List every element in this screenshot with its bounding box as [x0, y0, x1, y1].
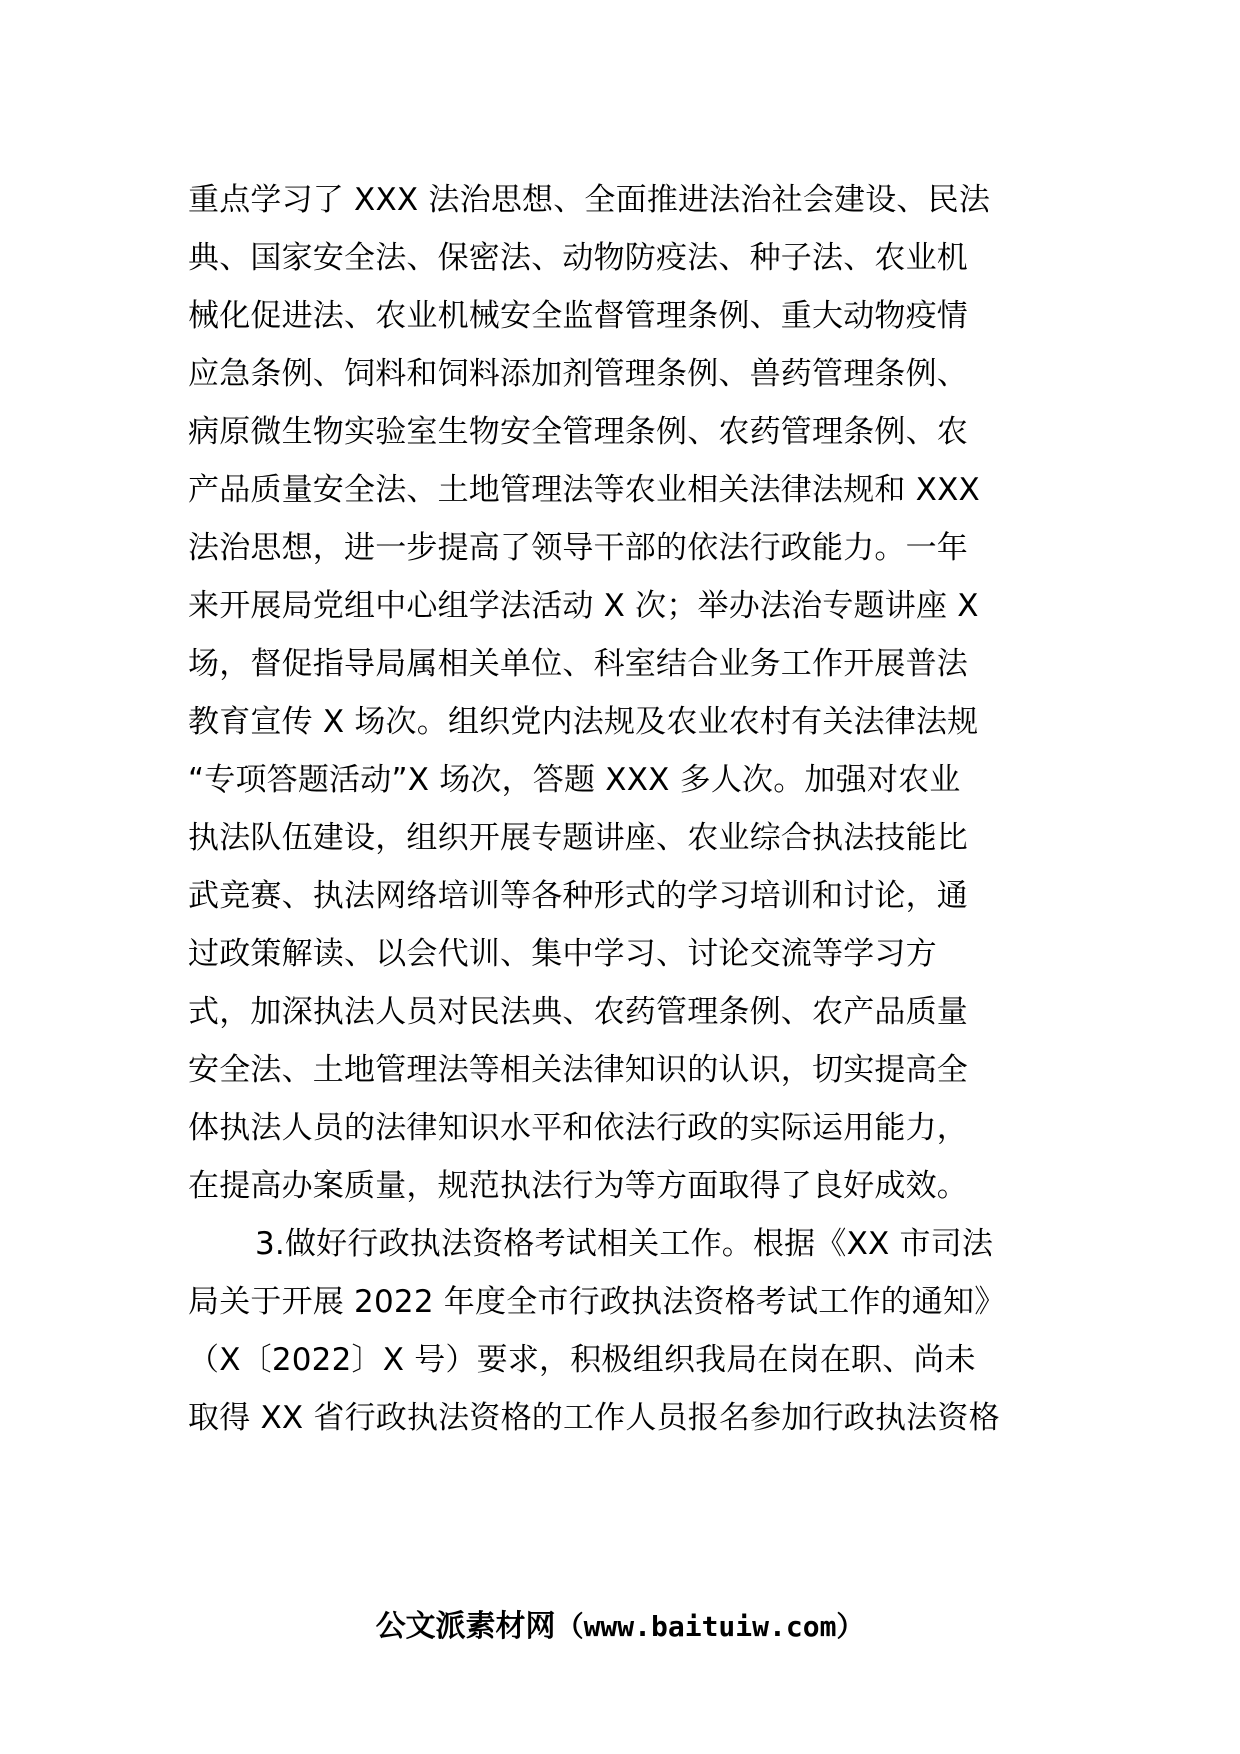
paragraph-line: 3.做好行政执法资格考试相关工作。根据《XX 市司法: [255, 1226, 994, 1262]
paragraph-line: 来开展局党组中心组学法活动 X 次；举办法治专题讲座 X: [188, 588, 979, 624]
paragraph-line: 局关于开展 2022 年度全市行政执法资格考试工作的通知》: [188, 1284, 1006, 1320]
paragraph-line: 安全法、土地管理法等相关法律知识的认识，切实提高全: [188, 1052, 968, 1088]
footer-site-name: 公文派素材网: [375, 1609, 556, 1644]
paragraph-line: 械化促进法、农业机械安全监督管理条例、重大动物疫情: [188, 298, 968, 334]
paragraph-line: 场，督促指导局属相关单位、科室结合业务工作开展普法: [188, 646, 968, 682]
paragraph-line: 重点学习了 XXX 法治思想、全面推进法治社会建设、民法: [188, 182, 991, 218]
paragraph-line: 应急条例、饲料和饲料添加剂管理条例、兽药管理条例、: [188, 356, 968, 392]
paragraph-line: （X〔2022〕X 号）要求，积极组织我局在岗在职、尚未: [188, 1342, 976, 1378]
paragraph-line: 产品质量安全法、土地管理法等农业相关法律法规和 XXX: [188, 472, 980, 508]
footer-watermark: [0, 1600, 1240, 1654]
paragraph-line: 取得 XX 省行政执法资格的工作人员报名参加行政执法资格: [188, 1400, 1000, 1436]
paragraph-line: 在提高办案质量，规范执法行为等方面取得了良好成效。: [188, 1168, 968, 1204]
paragraph-line: 教育宣传 X 场次。组织党内法规及农业农村有关法律法规: [188, 704, 979, 740]
paragraph-line: 武竞赛、执法网络培训等各种形式的学习培训和讨论，通: [188, 878, 968, 914]
paragraph-line: 法治思想，进一步提高了领导干部的依法行政能力。一年: [188, 530, 968, 566]
paragraph-line: 执法队伍建设，组织开展专题讲座、农业综合执法技能比: [188, 820, 968, 856]
footer-url: （www.baituiw.com）: [555, 1610, 865, 1643]
paragraph-line: 式，加深执法人员对民法典、农药管理条例、农产品质量: [188, 994, 968, 1030]
paragraph-line: 体执法人员的法律知识水平和依法行政的实际运用能力，: [188, 1110, 968, 1146]
paragraph-line: 典、国家安全法、保密法、动物防疫法、种子法、农业机: [188, 240, 968, 276]
paragraph-line: “专项答题活动”X 场次，答题 XXX 多人次。加强对农业: [188, 762, 961, 798]
paragraph-line: 过政策解读、以会代训、集中学习、讨论交流等学习方: [188, 936, 937, 972]
paragraph-line: 病原微生物实验室生物安全管理条例、农药管理条例、农: [188, 414, 968, 450]
